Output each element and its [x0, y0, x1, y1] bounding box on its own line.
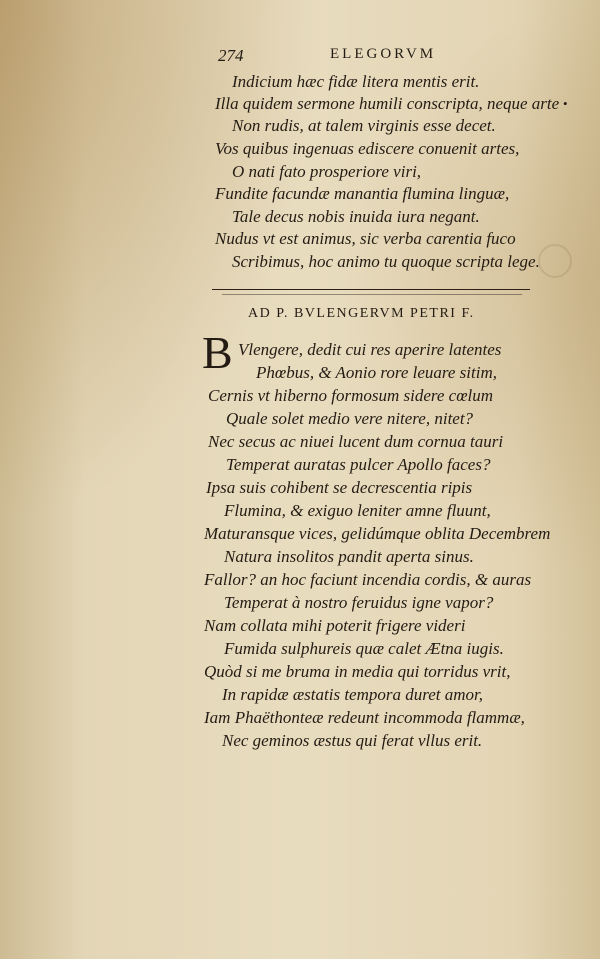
verse-line: Nec geminos æstus qui ferat vllus erit.	[222, 731, 483, 750]
drop-cap: B	[202, 327, 233, 378]
margin-mark-icon: •	[563, 96, 568, 111]
verse-line: O nati fato prosperiore viri,	[232, 162, 422, 181]
poem-heading: AD P. BVLENGERVM PETRI F.	[248, 306, 475, 321]
verse-line: Quale solet medio vere nitere, nitet?	[226, 409, 474, 428]
verse-line: Flumina, & exiguo leniter amne fluunt,	[224, 501, 491, 520]
verse-line: Scribimus, hoc animo tu quoque scripta lege.	[232, 252, 540, 271]
running-title: ELEGORVM	[330, 46, 437, 62]
verse-line: Temperat auratas pulcer Apollo faces?	[226, 455, 491, 474]
verse-line: Non rudis, at talem virginis esse decet.	[232, 116, 496, 135]
verse-line: Vos quibus ingenuas ediscere conuenit artes,	[215, 139, 520, 158]
verse-line: Nam collata mihi poterit frigere videri	[204, 616, 466, 635]
verse-line: Cernis vt hiberno formosum sidere cœlum	[208, 386, 494, 405]
verse-line: Fumida sulphureis quæ calet Ætna iugis.	[224, 639, 504, 658]
verse-line: Phœbus, & Aonio rore leuare sitim,	[256, 363, 497, 382]
verse-line: In rapidæ æstatis tempora duret amor,	[222, 685, 484, 704]
verse-line: Nec secus ac niuei lucent dum cornua tauri	[208, 432, 504, 451]
verse-line: Nudus vt est animus, sic verba carentia fuco	[215, 229, 516, 248]
verse-line: Ipsa suis cohibent se decrescentia ripis	[206, 478, 473, 497]
folio-number: 274	[218, 46, 244, 65]
verse-line: Fallor? an hoc faciunt incendia cordis, & auras	[204, 570, 532, 589]
verse-line: Indicium hæc fidæ litera mentis erit.	[232, 72, 480, 91]
verse-line: Fundite facundæ manantia flumina linguæ,	[215, 184, 510, 203]
verse-line: Illa quidem sermone humili conscripta, neque arte	[215, 94, 560, 113]
verse-line: Temperat à nostro feruidus igne vapor?	[224, 593, 494, 612]
verse-line: Iam Phaëthonteæ redeunt incommoda flammæ,	[204, 708, 525, 727]
verse-line: Vlengere, dedit cui res aperire latentes	[238, 340, 502, 359]
verse-line: Quòd si me bruma in media qui torridus vrit,	[204, 662, 511, 681]
verse-line: Natura insolitos pandit aperta sinus.	[224, 547, 474, 566]
verse-line: Maturansque vices, gelidúmque oblita Decembrem	[204, 524, 551, 543]
verse-line: Tale decus nobis inuida iura negant.	[232, 207, 480, 226]
